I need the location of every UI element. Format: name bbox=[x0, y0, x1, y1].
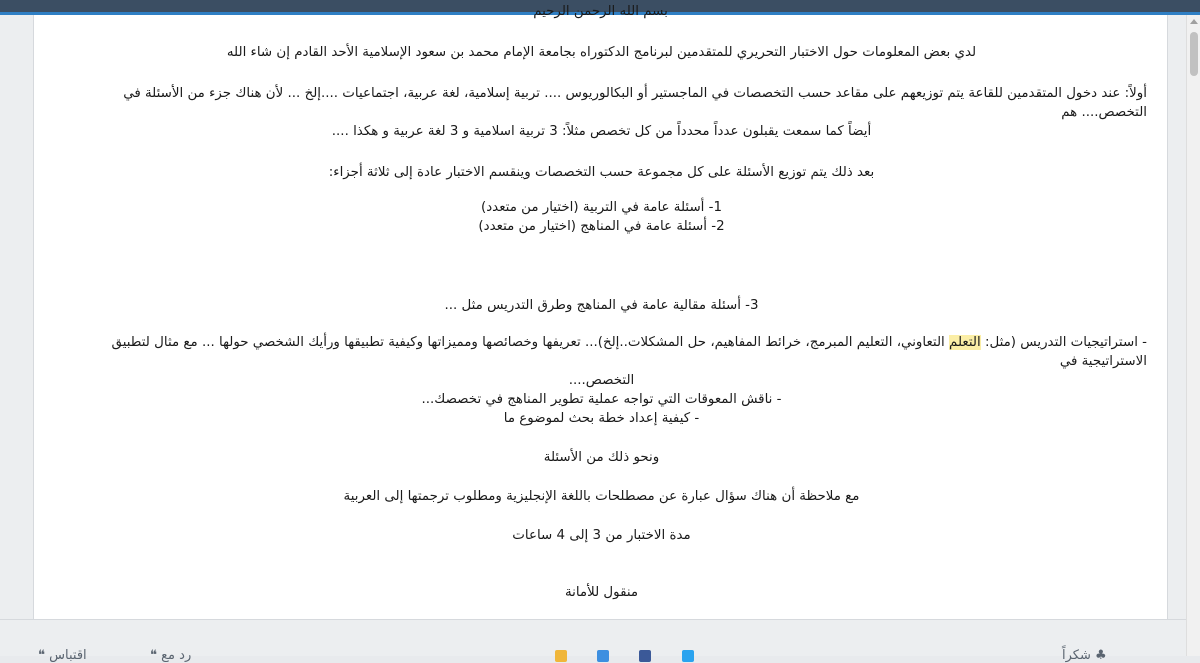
reply-label: رد مع bbox=[161, 648, 192, 663]
such-questions: ونحو ذلك من الأسئلة bbox=[543, 450, 660, 465]
research-question: - كيفية إعداد خطة بحث لموضوع ما bbox=[503, 411, 700, 426]
strategies-end: التخصص.... bbox=[568, 373, 635, 388]
share-icon-1[interactable] bbox=[555, 650, 567, 662]
quote-label: اقتباس bbox=[49, 648, 87, 663]
vertical-scrollbar[interactable] bbox=[1186, 15, 1200, 656]
highlighted-word: التعلم bbox=[949, 335, 981, 350]
strategies-text bbox=[56, 333, 1147, 371]
part-3: 3- أسئلة مقالية عامة في المناهج وطرق التدريس مثل ... bbox=[444, 298, 759, 313]
thanks-button[interactable]: شكراً ♣ bbox=[1062, 648, 1107, 663]
bismillah-line: بسم الله الرحمن الرحيم bbox=[533, 4, 668, 19]
intro-text: لدي بعض المعلومات حول الاختبار التحريري للمتقدمين لبرنامج الدكتوراه بجامعة الإمام محمد بن سعود الإسلامية الأحد القادم إن شاء الله bbox=[226, 45, 977, 60]
source-text: منقول للأمانة bbox=[564, 585, 639, 600]
post-content bbox=[33, 4, 1168, 619]
distribution-text: بعد ذلك يتم توزيع الأسئلة على كل مجموعة حسب التخصصات وينقسم الاختبار عادة إلى ثلاثة أجزاء: bbox=[328, 165, 875, 180]
thanks-label: شكراً bbox=[1062, 648, 1091, 663]
first-paragraph-line1: أولاً: عند دخول المتقدمين للقاعة يتم توزيعهم على مقاعد حسب التخصصات في الماجستير أو البكالوريوس .... تربية إسلامية، لغة عربية، اجتماعيات ....إلخ ... لأن هناك جزء من الأسئلة في التخصص.... هم bbox=[123, 86, 1147, 120]
strategies-before: - استراتيجيات التدريس (مثل: bbox=[980, 335, 1147, 350]
scroll-up-arrow-icon[interactable] bbox=[1190, 19, 1198, 24]
post-footer bbox=[0, 619, 1186, 663]
first-paragraph-line2: أيضاً كما سمعت يقبلون عدداً محدداً من كل تخصص مثلاً: 3 تربية اسلامية و 3 لغة عربية و هكذا .... bbox=[331, 124, 872, 139]
reply-with-quote-button[interactable]: ❝ رد مع bbox=[150, 648, 192, 663]
post-body bbox=[34, 43, 1167, 602]
twitter-icon[interactable] bbox=[682, 650, 694, 662]
share-icon-2[interactable] bbox=[597, 650, 609, 662]
part-1: 1- أسئلة عامة في التربية (اختيار من متعدد) bbox=[480, 200, 723, 215]
note-text: مع ملاحظة أن هناك سؤال عبارة عن مصطلحات باللغة الإنجليزية ومطلوب ترجمتها إلى العربية bbox=[343, 489, 860, 504]
quote-button[interactable]: ❝ اقتباس bbox=[38, 648, 87, 663]
facebook-icon[interactable] bbox=[639, 650, 651, 662]
strategies-after: التعاوني، التعليم المبرمج، خرائط المفاهيم، حل المشكلات..إلخ)... تعريفها وخصائصها ومميزاتها وكيفية تطبيقها ورأيك الشخصي حولها ... مع مثال لتطبيق الاستراتيجية في bbox=[111, 335, 1147, 369]
obstacles-question: - ناقش المعوقات التي تواجه عملية تطوير المناهج في تخصصك... bbox=[421, 392, 782, 407]
duration-text: مدة الاختبار من 3 إلى 4 ساعات bbox=[512, 528, 691, 543]
scroll-thumb[interactable] bbox=[1190, 32, 1198, 76]
part-2: 2- أسئلة عامة في المناهج (اختيار من متعدد) bbox=[478, 219, 725, 234]
